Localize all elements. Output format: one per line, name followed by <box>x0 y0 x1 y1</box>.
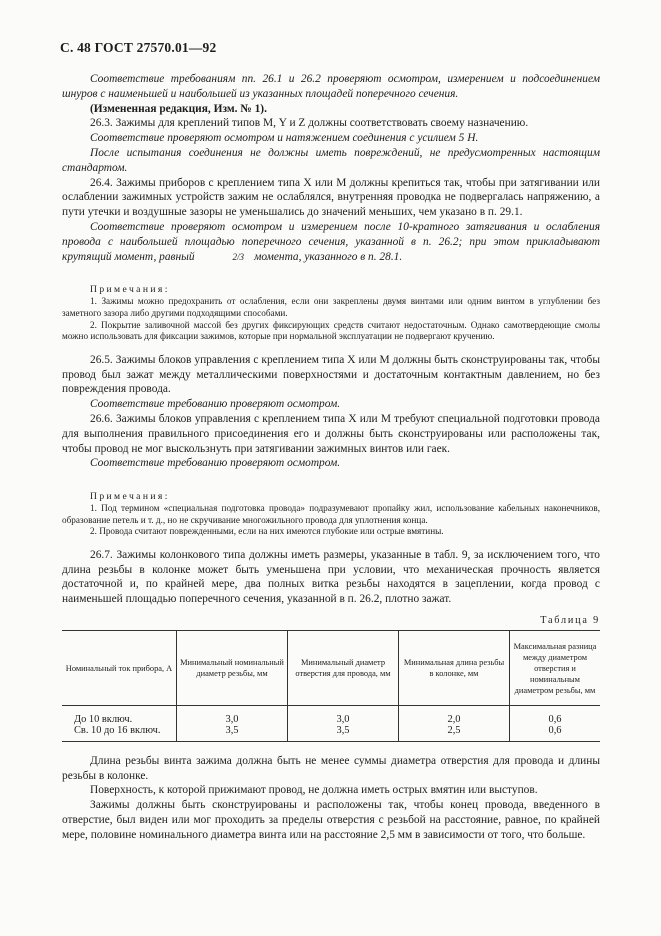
column-header: Минимальная длина резьбы в колонке, мм <box>399 631 510 706</box>
document-page <box>62 40 600 843</box>
table-row <box>62 725 600 741</box>
clause-26-5: 26.5. Зажимы блоков управления с креплением типа X или М должны быть сконструированы так, чтобы провод был зажат между металлическими поверхностями и достаточным контактным давлением, но без повреждения провода. <box>62 353 600 396</box>
column-header: Минимальный номинальный диаметр резьбы, мм <box>177 631 288 706</box>
table-cell: 3,5 <box>177 725 288 741</box>
table-cell: 3,5 <box>288 725 399 741</box>
thread-dimensions-table <box>62 630 600 742</box>
note-2: 2. Покрытие заливочной массой без других фиксирующих средств считают недостаточным. Однако самотвердеющие смолы можно использовать для фиксации зажимов, которые при нормальной эксплуатации не подвергают кручению. <box>62 319 600 342</box>
table-cell: 2,5 <box>399 725 510 741</box>
column-header: Номинальный ток прибора, А <box>62 631 177 706</box>
column-header: Минимальный диаметр отверстия для провода, мм <box>288 631 399 706</box>
clause-26-4: 26.4. Зажимы приборов с креплением типа X или М должны крепиться так, чтобы при затягивании или ослаблении зажимных устройств зажим не ослаблялся, внутренняя проводка не подвергалась напряжению, а пути утечки и воздушные зазоры не уменьшались до значений меньших, чем указано в п. 29.1. <box>62 176 600 219</box>
table-cell: 3,0 <box>177 706 288 726</box>
notes-title: Примечания: <box>90 284 170 296</box>
after-table-paragraph-2: Поверхность, к которой прижимают провод, не должна иметь острых вмятин или выступов. <box>90 784 538 797</box>
note-1: 1. Под термином «специальная подготовка провода» подразумевают пропайку жил, использование кабельных наконечников, образование петель и т. д., но не скручивание многожильного провода для уплотнения конца. <box>62 503 600 525</box>
clause-26-3: 26.3. Зажимы для креплений типов М, Y и Z должны соответствовать своему назначению. <box>90 117 529 130</box>
table-cell: 3,0 <box>288 706 399 726</box>
clause-26-6-check: Соответствие требованию проверяют осмотром. <box>90 457 341 470</box>
fraction-two-thirds: 2/3 <box>232 251 245 262</box>
page-header: С. 48 ГОСТ 27570.01—92 <box>60 40 217 55</box>
table-cell: Св. 10 до 16 включ. <box>62 725 177 741</box>
notes-title: Примечания: <box>90 491 170 503</box>
table-cell: До 10 включ. <box>74 714 133 726</box>
clause-26-6: 26.6. Зажимы блоков управления с креплением типа X или М требуют специальной подготовки провода для выполнения правильного присоединения его и должны быть сконструированы или расположены так, чтобы провод не мог выскользнуть при затягивании зажимных винтов или гаек. <box>62 412 600 455</box>
after-table-paragraph-1: Длина резьбы винта зажима должна быть не менее суммы диаметра отверстия для провода и длины резьбы в колонке. <box>62 754 600 782</box>
clause-26-5-check: Соответствие требованию проверяют осмотром. <box>90 398 341 411</box>
clause-26-3-after-test: После испытания соединения не должны иметь повреждений, не предусмотренных настоящим стандартом. <box>62 146 600 174</box>
note-2: 2. Провода считают поврежденными, если на них имеются глубокие или острые вмятины. <box>90 526 444 537</box>
note-1: 1. Зажимы можно предохранить от ослабления, если они закреплены двумя винтами или одним винтом в углублении без заметного зазора либо другими подходящими способами. <box>62 296 600 318</box>
clause-26-7: 26.7. Зажимы колонкового типа должны иметь размеры, указанные в табл. 9, за исключением того, что длина резьбы в колонке может быть уменьшена при условии, что механическая прочность является достаточной и, по крайней мере, два полных витка резьбы находятся в зацеплении, когда провод с наименьшей площадью поперечного сечения, указанной в п. 26.2, плотно зажат. <box>62 548 600 606</box>
clause-26-4-check <box>62 220 600 264</box>
clause-26-4-check-text: Соответствие проверяют осмотром и измерением после 10-кратного затягивания и ослабления провода с наибольшей площадью поперечного сечения, указанной в п. 26.2; при этом прикладывают крутящий момент, равный <box>62 220 600 263</box>
table-header-row <box>62 631 600 706</box>
table-cell: 0,6 <box>510 725 601 741</box>
clause-26-3-check: Соответствие проверяют осмотром и натяжением соединения с усилием 5 Н. <box>90 132 479 145</box>
check-paragraph-26-2: Соответствие требованиям пп. 26.1 и 26.2 проверяют осмотром, измерением и подсоединением шнуров с наименьшей и наибольшей из указанных площадей поперечного сечения. <box>62 73 600 100</box>
table-row <box>62 706 600 726</box>
table-cell: 0,6 <box>510 706 601 726</box>
revision-note: (Измененная редакция, Изм. № 1). <box>90 102 267 115</box>
table-caption: Таблица 9 <box>540 615 600 627</box>
column-header: Максимальная разница между диаметром отверстия и номинальным диаметром резьбы, мм <box>510 631 601 706</box>
table-cell: 2,0 <box>399 706 510 726</box>
clause-26-4-check-text-end: момента, указанного в п. 28.1. <box>254 250 403 263</box>
after-table-paragraph-3: Зажимы должны быть сконструированы и расположены так, чтобы конец провода, введенного в отверстие, был виден или мог проходить за пределы отверстия с резьбой на расстояние, равное, по крайней мере, половине номинального диаметра винта или на расстояние 2,5 мм в зависимости от того, что больше. <box>62 799 600 841</box>
